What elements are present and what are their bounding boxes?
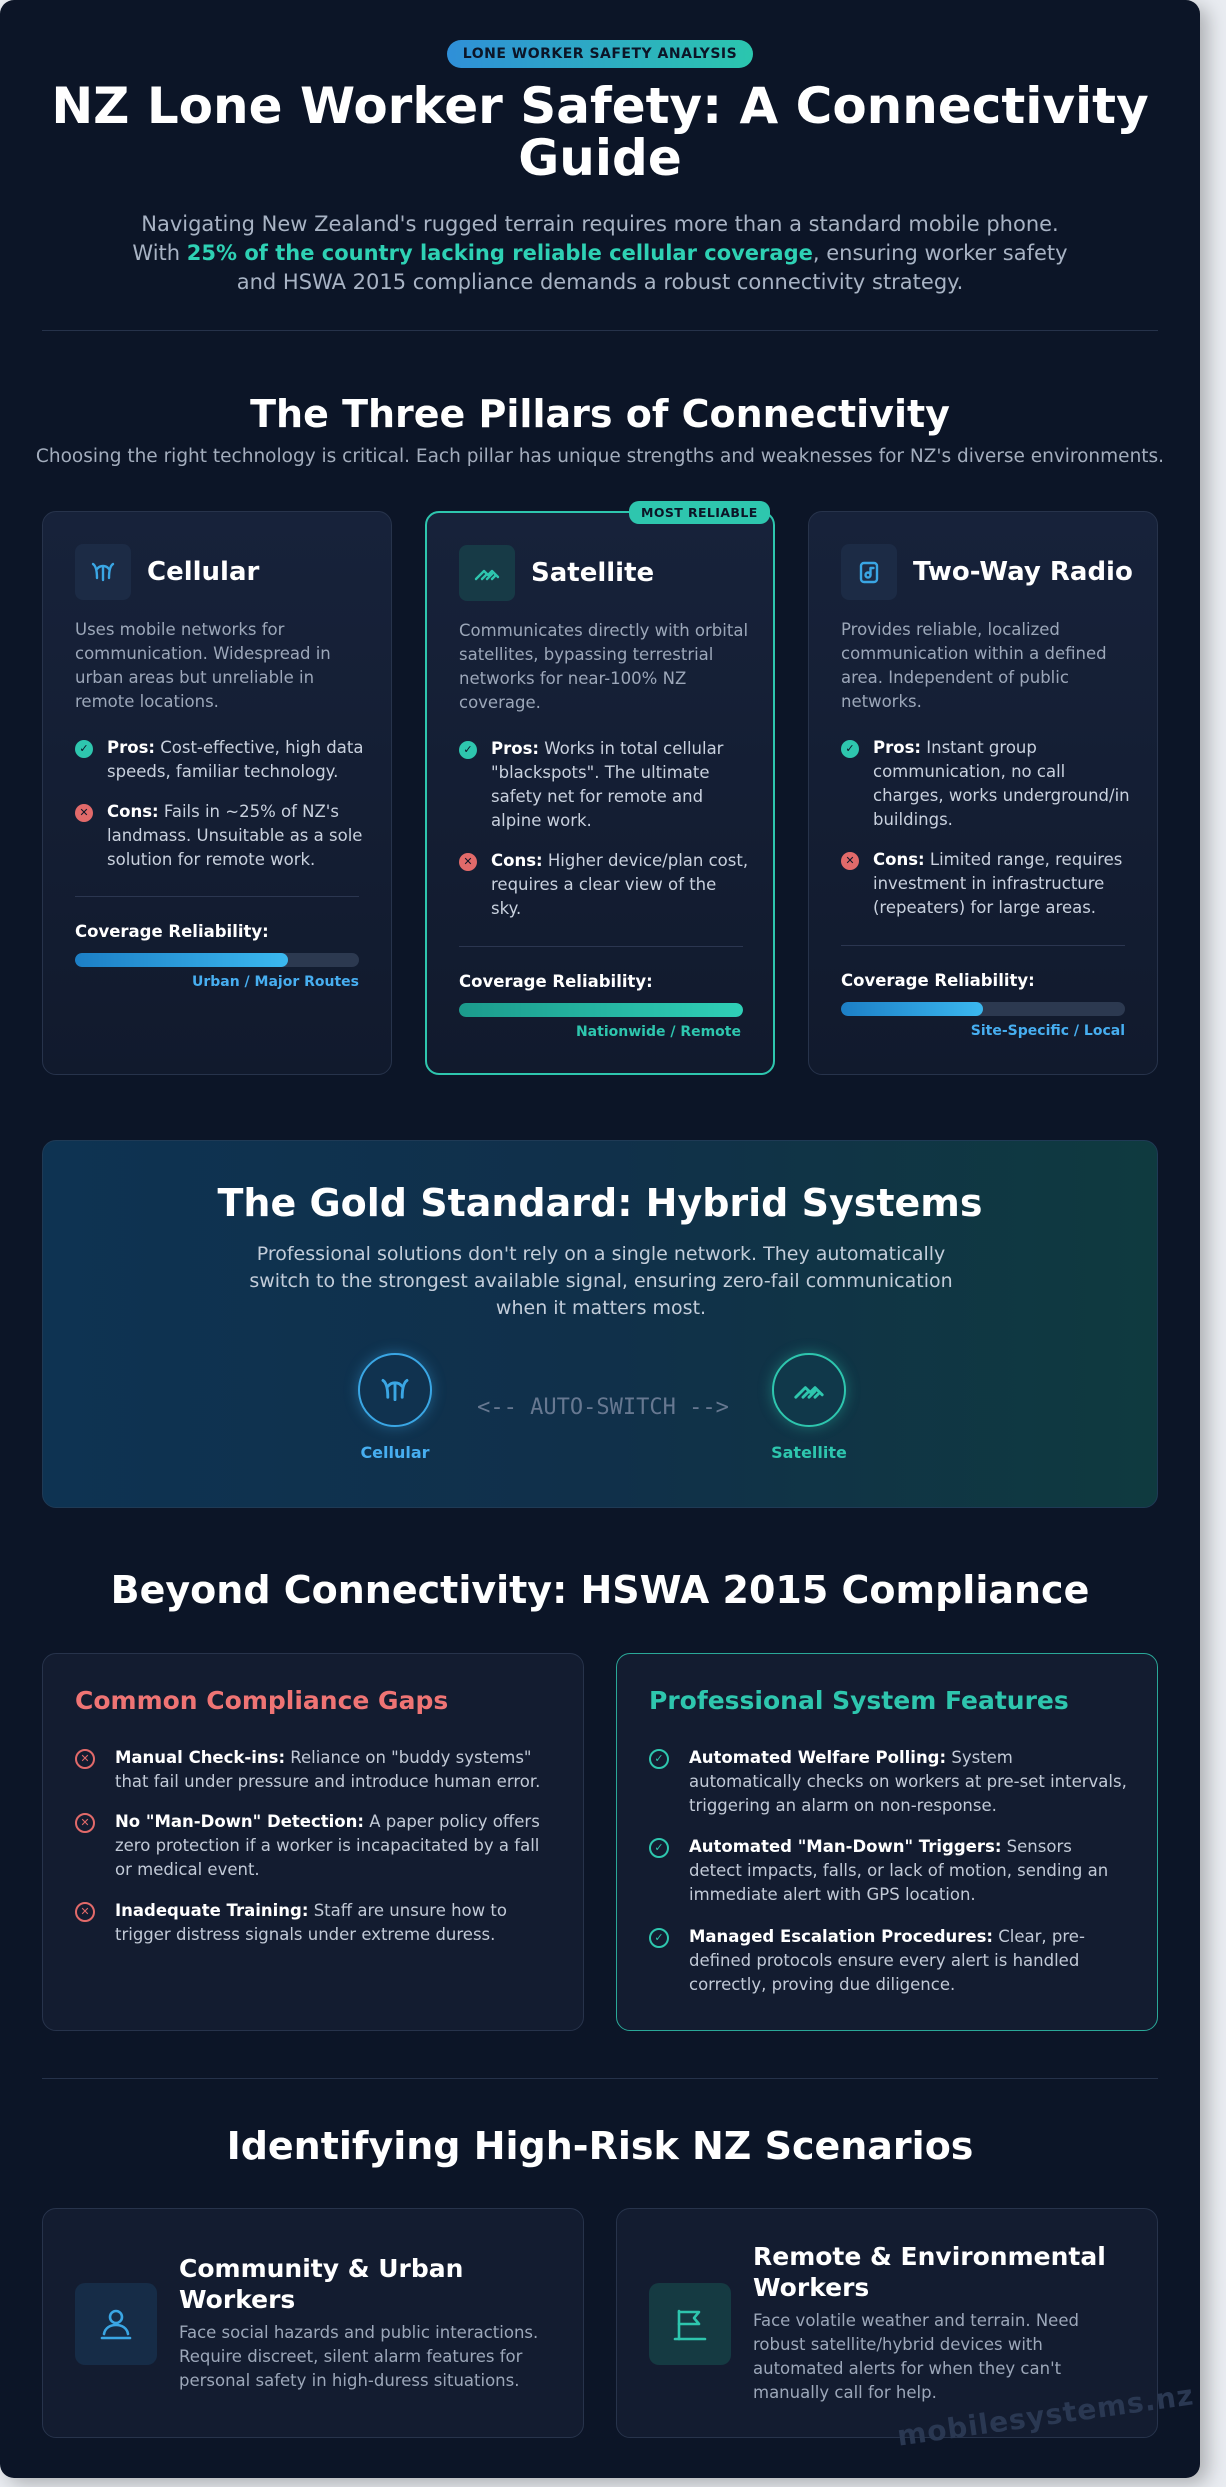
coverage-label: Coverage Reliability:: [841, 971, 1035, 990]
cross-circle-icon: ✕: [75, 1813, 95, 1833]
cons-row: [841, 848, 1131, 920]
check-icon: ✓: [459, 741, 477, 759]
cellular-icon: [358, 1353, 432, 1427]
cellular-icon: [75, 544, 131, 600]
professional-features-card: [616, 1653, 1158, 2031]
coverage-caption: Urban / Major Routes: [191, 974, 359, 990]
pillar-title: Two-Way Radio: [913, 557, 1133, 587]
cons-text: Cons: Fails in ~25% of NZ's landmass. Unsuitable as a sole solution for remote work.: [107, 802, 363, 869]
scenario-card-urban: [42, 2208, 584, 2438]
scenario-description: Face volatile weather and terrain. Need robust satellite/hybrid devices with automated alerts for when they can't manually call for help.: [753, 2311, 1079, 2402]
satellite-icon: [772, 1353, 846, 1427]
person-icon: [75, 2283, 157, 2365]
satellite-icon: [459, 545, 515, 601]
pillar-description: Uses mobile networks for communication. Widespread in urban areas but unreliable in remote locations.: [75, 620, 331, 711]
site-watermark: mobilesystems.nz: [895, 2378, 1196, 2453]
scenario-title: Community & Urban Workers: [179, 2254, 464, 2314]
divider: [75, 896, 359, 897]
hybrid-node-satellite: [729, 1353, 889, 1462]
pros-row: [841, 736, 1131, 832]
pillars-subtitle: Choosing the right technology is critical. Each pillar has unique strengths and weaknesses for NZ's diverse environments.: [35, 446, 1165, 467]
pros-text: Pros: Instant group communication, no call charges, works underground/in buildings.: [873, 738, 1130, 829]
coverage-bar: [75, 953, 359, 967]
coverage-caption: Nationwide / Remote: [575, 1024, 741, 1040]
coverage-bar-fill: [841, 1002, 983, 1016]
category-pill: LONE WORKER SAFETY ANALYSIS: [447, 40, 753, 68]
pillar-header: [841, 544, 1133, 600]
lead-text-end: , ensuring worker safety and HSWA 2015 compliance demands a robust connectivity strategy.: [236, 241, 1068, 294]
hybrid-section: [42, 1140, 1158, 1508]
cons-row: [75, 800, 365, 872]
pros-text: Pros: Works in total cellular "blackspots". The ultimate safety net for remote and alpine work.: [491, 739, 724, 830]
cross-icon: ✕: [75, 804, 93, 822]
pillar-card-satellite: [425, 505, 775, 1075]
pillar-header: [459, 545, 654, 601]
feature-item: ✓ Automated Welfare Polling: System automatically checks on workers at pre-set intervals, triggering an alarm on non-response.: [649, 1746, 1129, 1818]
gap-item: ✕ Inadequate Training: Staff are unsure how to trigger distress signals under extreme duress.: [75, 1899, 555, 1947]
coverage-label: Coverage Reliability:: [75, 922, 269, 941]
pillars-heading: The Three Pillars of Connectivity: [250, 392, 950, 436]
lead-highlight: 25% of the country lacking reliable cellular coverage: [186, 241, 813, 265]
scenarios-heading: Identifying High-Risk NZ Scenarios: [226, 2124, 974, 2168]
cons-text: Cons: Limited range, requires investment in infrastructure (repeaters) for large areas.: [873, 850, 1123, 917]
check-icon: ✓: [75, 740, 93, 758]
pros-row: [75, 736, 365, 784]
pillar-description: Provides reliable, localized communication within a defined area. Independent of public networks.: [841, 620, 1107, 711]
cross-icon: ✕: [841, 852, 859, 870]
pillar-card-radio: [808, 511, 1158, 1075]
check-circle-icon: ✓: [649, 1749, 669, 1769]
cross-icon: ✕: [459, 853, 477, 871]
divider: [42, 2078, 1158, 2079]
pillar-description: Communicates directly with orbital satellites, bypassing terrestrial networks for near-100% NZ coverage.: [459, 621, 749, 712]
scenario-description: Face social hazards and public interactions. Require discreet, silent alarm features for personal safety in high-duress situations.: [179, 2323, 539, 2390]
pillar-header: [75, 544, 259, 600]
scenario-title: Remote & Environmental Workers: [753, 2242, 1106, 2302]
divider: [459, 946, 743, 947]
pillar-card-cellular: [42, 511, 392, 1075]
pros-text: Pros: Cost-effective, high data speeds, familiar technology.: [107, 738, 364, 781]
check-icon: ✓: [841, 740, 859, 758]
feature-item: ✓ Automated "Man-Down" Triggers: Sensors detect impacts, falls, or lack of motion, sending an immediate alert with GPS location.: [649, 1835, 1129, 1907]
hero-section: [0, 0, 1200, 297]
auto-switch-label: <-- AUTO-SWITCH -->: [477, 1395, 729, 1420]
cross-circle-icon: ✕: [75, 1902, 95, 1922]
hybrid-heading: The Gold Standard: Hybrid Systems: [217, 1181, 983, 1225]
coverage-bar: [459, 1003, 743, 1017]
map-flag-icon: [649, 2283, 731, 2365]
cons-row: [459, 849, 749, 921]
most-reliable-badge: MOST RELIABLE: [629, 501, 770, 524]
coverage-label: Coverage Reliability:: [459, 972, 653, 991]
coverage-caption: Site-Specific / Local: [970, 1023, 1125, 1039]
compliance-heading: Beyond Connectivity: HSWA 2015 Compliance: [110, 1568, 1090, 1612]
pros-row: [459, 737, 749, 833]
hybrid-text: Professional solutions don't rely on a single network. They automatically switch to the strongest available signal, ensuring zero-fail communication when it matters most.: [249, 1243, 953, 1319]
lead-text-start: Navigating New Zealand's rugged terrain requires more than a standard mobile phone. With: [132, 212, 1059, 265]
divider: [42, 330, 1158, 331]
pillar-title: Cellular: [147, 557, 260, 587]
radio-icon: [841, 544, 897, 600]
hybrid-node-label: Cellular: [360, 1443, 430, 1462]
cons-text: Cons: Higher device/plan cost, requires a clear view of the sky.: [491, 851, 749, 918]
hybrid-node-label: Satellite: [771, 1443, 847, 1462]
gap-item: ✕ No "Man-Down" Detection: A paper policy offers zero protection if a worker is incapacitated by a fall or medical event.: [75, 1810, 555, 1882]
compliance-gaps-card: [42, 1653, 584, 2031]
gaps-title: Common Compliance Gaps: [75, 1686, 449, 1715]
check-circle-icon: ✓: [649, 1928, 669, 1948]
gap-item: ✕ Manual Check-ins: Reliance on "buddy systems" that fail under pressure and introduce human error.: [75, 1746, 555, 1794]
divider: [841, 945, 1125, 946]
coverage-bar: [841, 1002, 1125, 1016]
check-circle-icon: ✓: [649, 1838, 669, 1858]
page-title: NZ Lone Worker Safety: A Connectivity Guide: [51, 77, 1149, 187]
features-title: Professional System Features: [649, 1686, 1069, 1715]
feature-item: ✓ Managed Escalation Procedures: Clear, pre-defined protocols ensure every alert is handled correctly, proving due diligence.: [649, 1925, 1129, 1997]
cross-circle-icon: ✕: [75, 1749, 95, 1769]
coverage-bar-fill: [75, 953, 288, 967]
hero-lead: [120, 210, 1080, 297]
coverage-bar-fill: [459, 1003, 743, 1017]
pillar-title: Satellite: [531, 558, 655, 588]
